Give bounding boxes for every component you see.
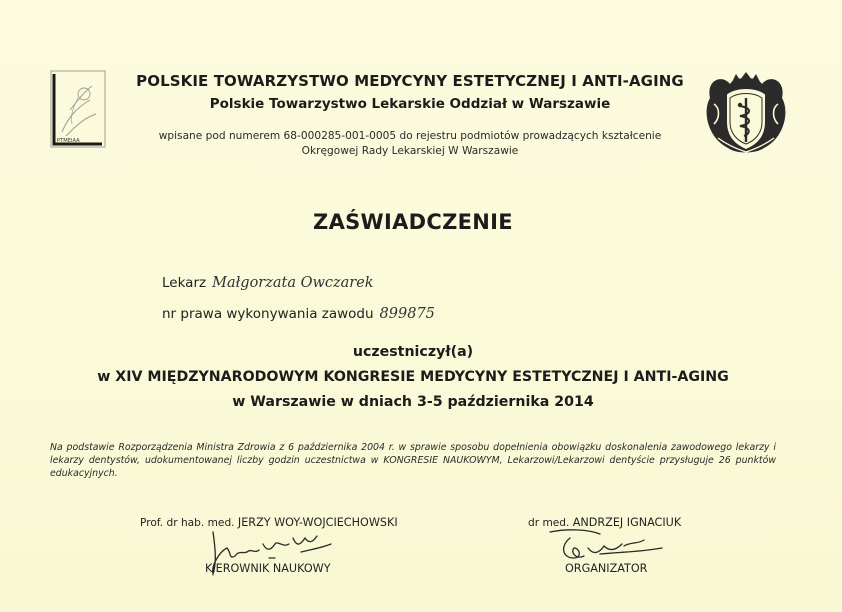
left-signatory-fullname: JERZY WOY-WOJCIECHOWSKI [237,516,398,529]
organization-subtitle: Polskie Towarzystwo Lekarskie Oddział w Warszawie [209,96,611,112]
doctor-name: Małgorzata Owczarek [212,275,374,291]
license-number: 899875 [379,306,435,322]
right-signatory-fullname: ANDRZEJ IGNACIUK [572,516,682,529]
left-signatory-title: Prof. dr hab. med. [140,517,235,529]
right-signatory-role: ORGANIZATOR [565,562,648,575]
certificate-title: ZAŚWIADCZENIE [313,210,513,234]
doctor-field [162,275,374,291]
right-signatory-title: dr med. [528,517,570,529]
svg-text:PTMEiAA: PTMEiAA [57,138,80,144]
congress-date-place: w Warszawie w dniach 3-5 października 2014 [232,394,594,410]
registry-line-2: Okręgowej Rady Lekarskiej W Warszawie [301,145,519,157]
license-label: nr prawa wykonywania zawodu [162,306,374,322]
header-block [130,72,690,159]
legal-basis-text: Na podstawie Rozporządzenia Ministra Zdrowia z 6 października 2004 r. w sprawie sposobu dopełnienia obowiązku doskonalenia zawodowego lekarzy i lekarzy dentystów, udokumentowanej liczby godzin uczestnictwa w KONGRESIE NAUKOWYM, Lekarzowi/Lekarzowi dentyście przysługuje 26 punktów edukacyjnych. [50,442,776,479]
participation-text: uczestniczył(a) [352,344,474,360]
coat-of-arms-icon [700,68,792,160]
registry-line-1: wpisane pod numerem 68-000285-001-0005 do rejestru podmiotów prowadzących kształcenie [158,130,662,142]
society-logo-icon [50,70,106,148]
license-field [162,306,435,322]
organization-name: POLSKIE TOWARZYSTWO MEDYCYNY ESTETYCZNEJ I ANTI-AGING [136,72,684,90]
doctor-label: Lekarz [162,275,207,291]
congress-name: w XIV MIĘDZYNARODOWYM KONGRESIE MEDYCYNY ESTETYCZNEJ I ANTI-AGING [97,369,729,385]
registry-info [130,129,690,159]
left-signatory-role: KIEROWNIK NAUKOWY [205,562,331,575]
